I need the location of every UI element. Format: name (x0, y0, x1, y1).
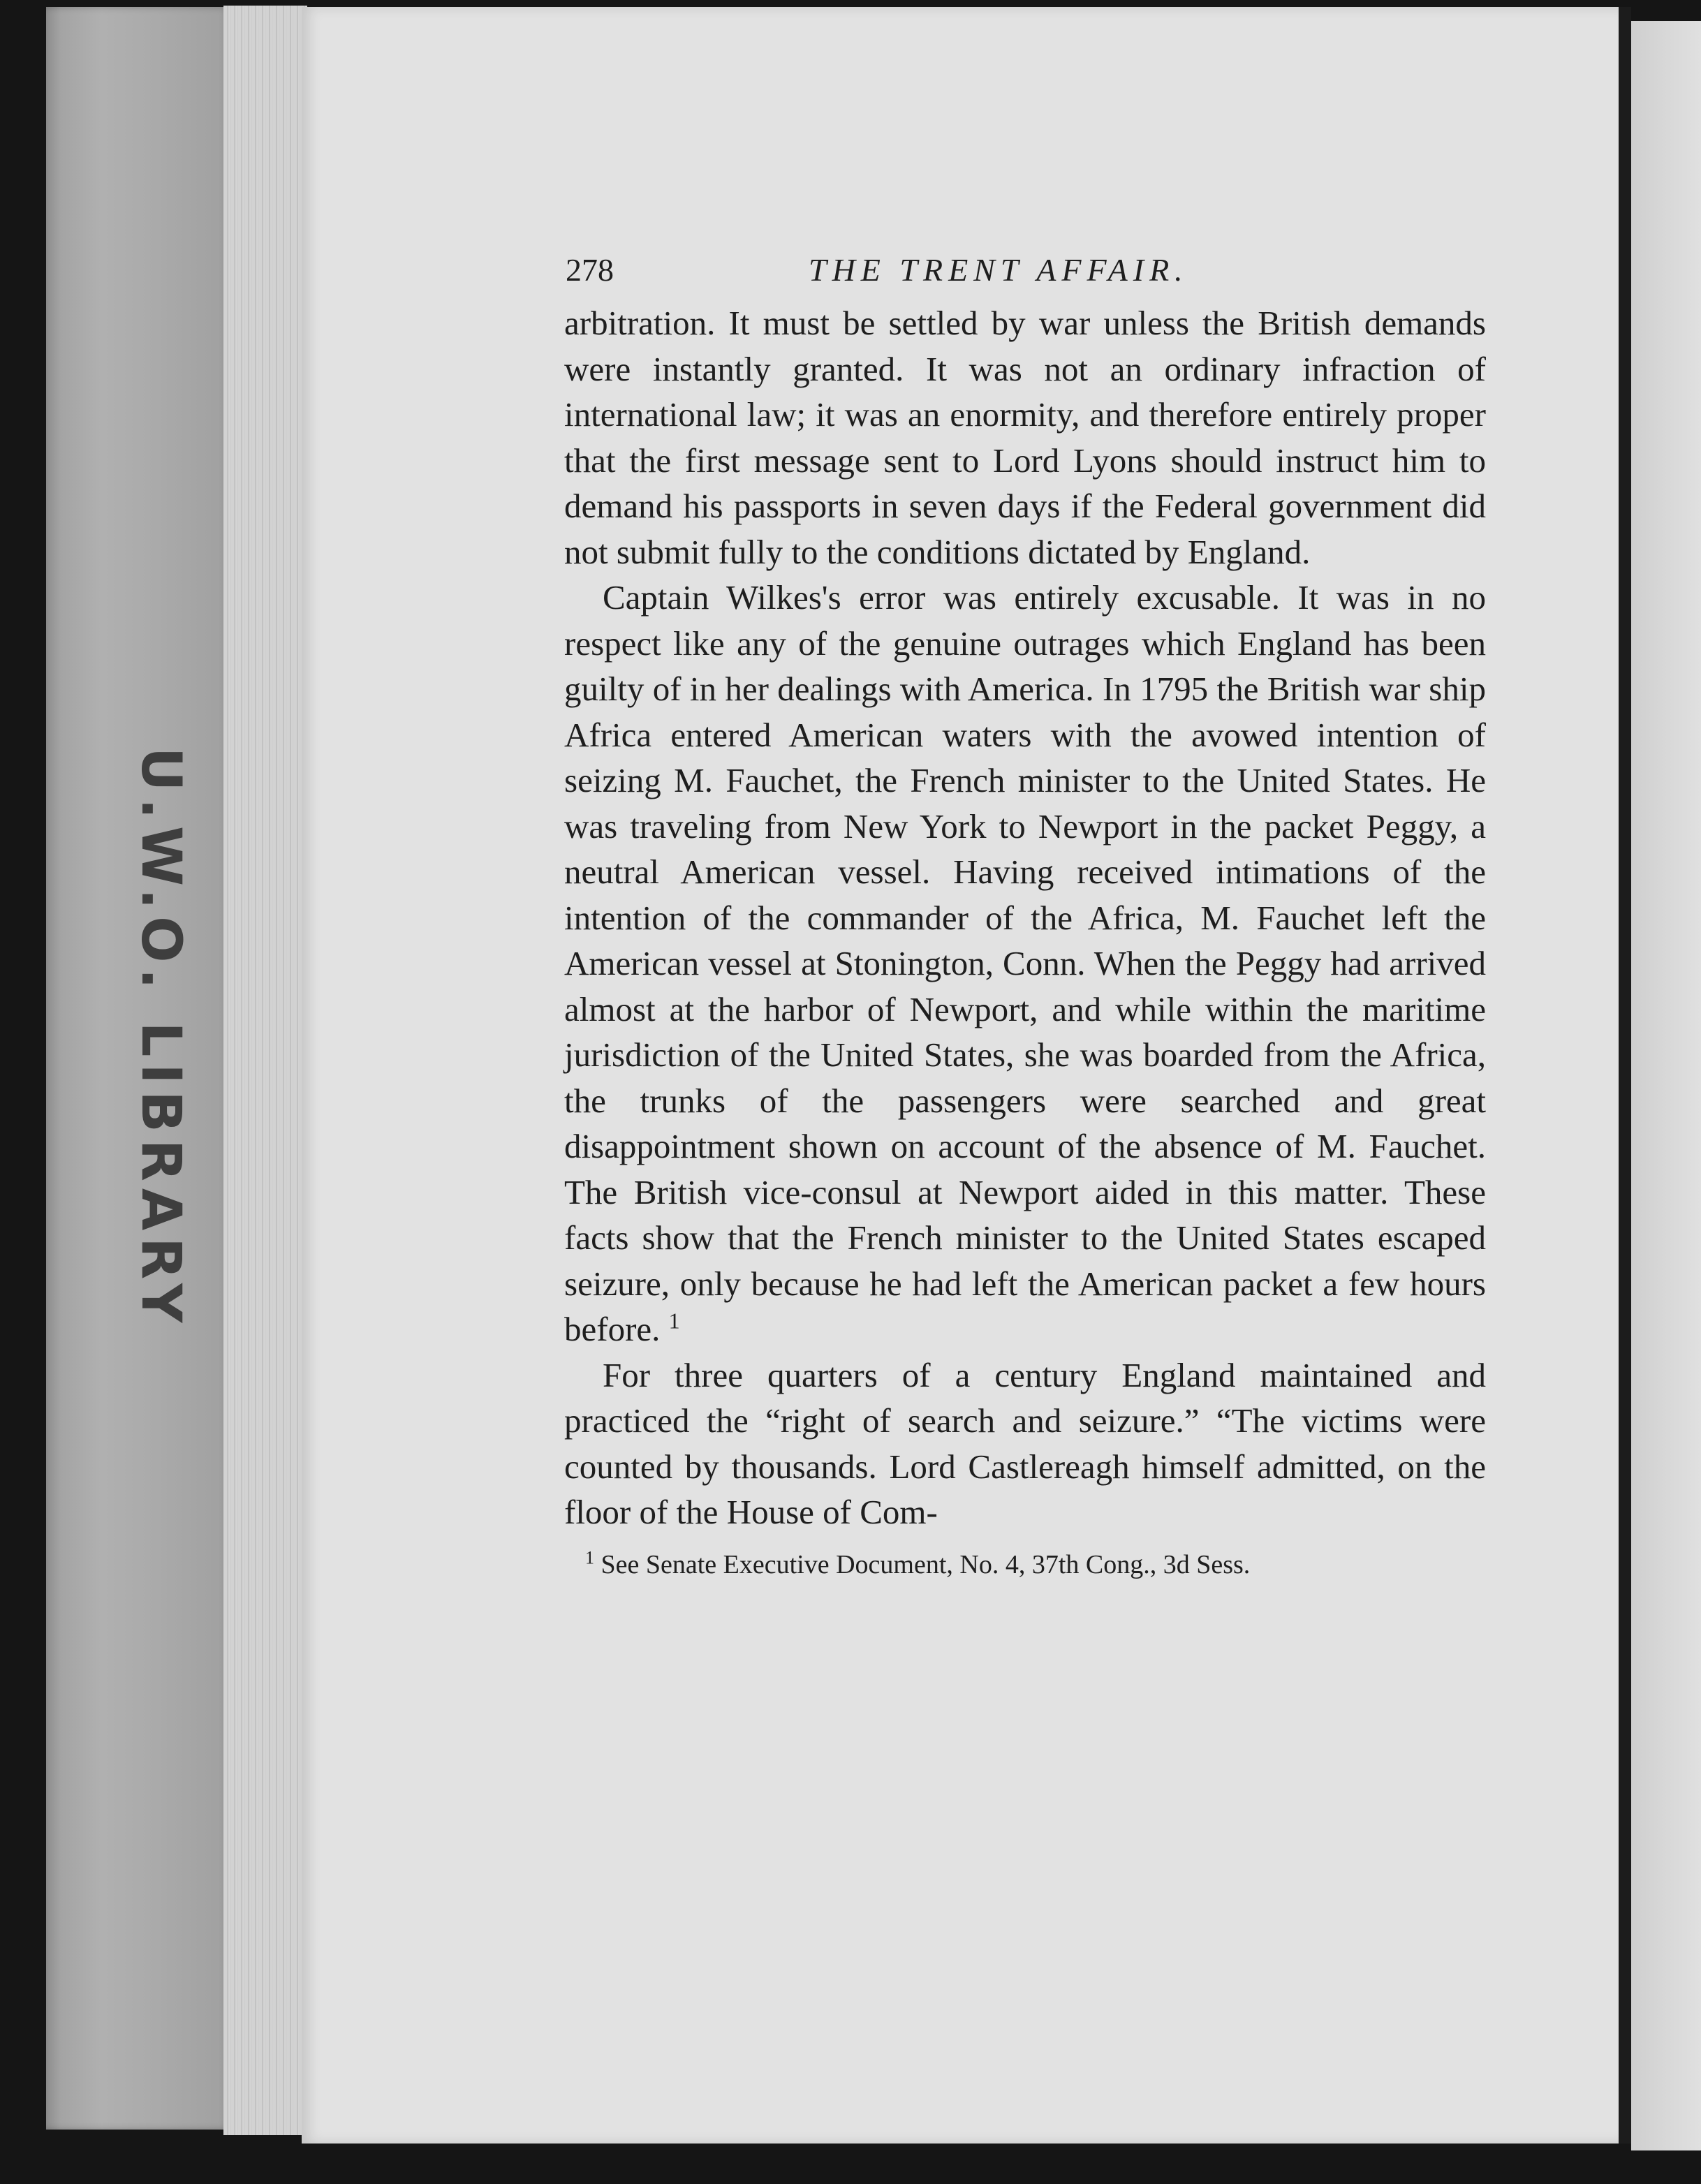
paragraph-3 (564, 1352, 1486, 1535)
paragraph-3-text: For three quarters of a century England maintained and practiced the “right of search and seizure.” “The victims were counted by thousands. Lord Castlereagh himself admitted, on the floor of the House of Com- (564, 1355, 1486, 1531)
footnote-reference: 1 (668, 1308, 680, 1334)
page-gutter (1619, 7, 1631, 2144)
footnote-mark: 1 (585, 1547, 594, 1567)
page-number: 278 (566, 252, 614, 288)
facing-page-edge (1631, 21, 1701, 2150)
page-edges (223, 6, 307, 2135)
paragraph-2-text: Captain Wilkes's error was entirely excusable. It was in no respect like any of the genuine outrages which England has been guilty of in her dealings with America. In 1795 the British war ship Africa entered American waters with the avowed intention of seizing M. Fauchet, the French minister to the United States. He was traveling from New York to Newport in the packet Peggy, a neutral American vessel. Having received intimations of the intention of the commander of the Africa, M. Fauchet left the American vessel at Stonington, Conn. When the Peggy had arrived almost at the harbor of Newport, and while within the maritime jurisdiction of the United States, she was boarded from the Africa, the trunks of the passengers were searched and great disappointment shown on account of the absence of M. Fauchet. The British vice-consul at Newport aided in this matter. These facts show that the French minister to the United States escaped seizure, only because he had left the American packet a few hours before. (564, 578, 1486, 1348)
paragraph-2 (564, 575, 1486, 1352)
footnote (564, 1547, 1486, 1583)
paragraph-1 (564, 300, 1486, 575)
paragraph-1-text: arbitration. It must be settled by war unless the British demands were instantly granted. It was not an ordinary infraction of international law; it was an enormity, and therefore entirely proper that the first message sent to Lord Lyons should instruct him to demand his passports in seven days if the Federal government did not submit fully to the conditions dictated by England. (564, 304, 1486, 571)
page-text (564, 251, 1486, 1583)
footnote-text: See Senate Executive Document, No. 4, 37th Cong., 3d Sess. (601, 1549, 1251, 1579)
running-head (564, 251, 1486, 300)
body-text (564, 300, 1486, 1535)
running-title: THE TRENT AFFAIR. (809, 252, 1188, 288)
library-stamp: U.W.O. LIBRARY (129, 747, 192, 1330)
